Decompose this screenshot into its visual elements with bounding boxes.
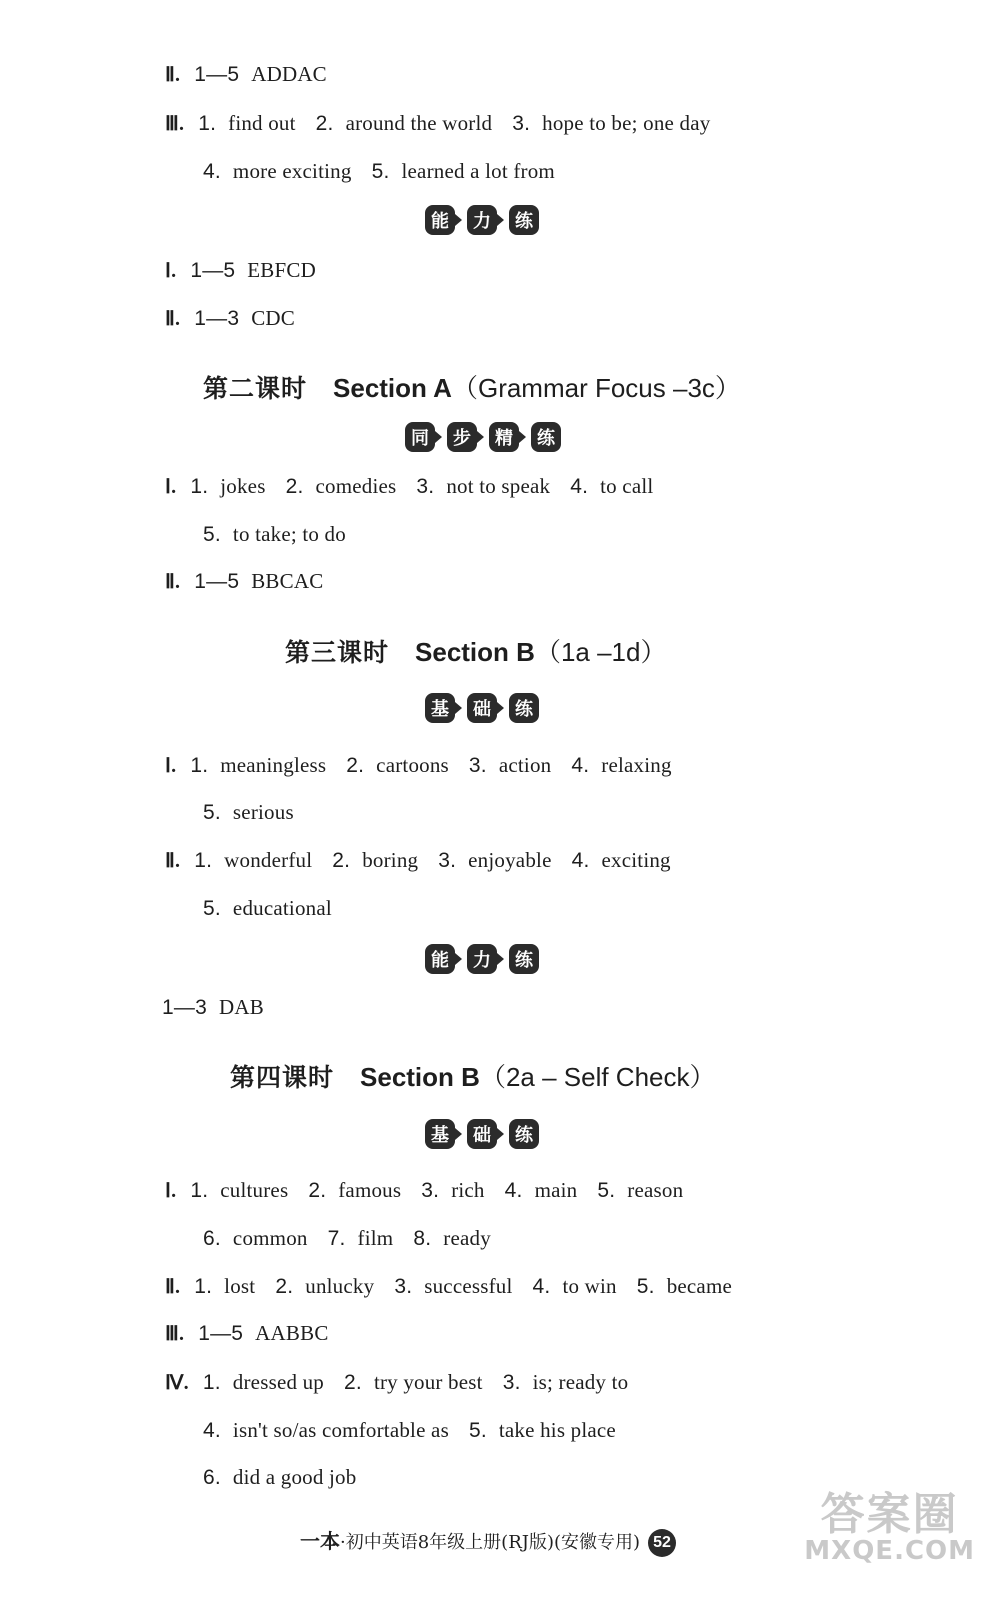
section-range: （2a – Self Check） xyxy=(479,1062,716,1092)
answer-line xyxy=(165,1321,349,1346)
answer-line xyxy=(203,800,314,825)
answer-line xyxy=(165,569,343,594)
answer-number: 4. xyxy=(571,849,590,872)
answer-text: is; ready to xyxy=(532,1370,629,1394)
badge-char: 练 xyxy=(509,1119,539,1149)
answer-item xyxy=(372,159,555,183)
answer-item xyxy=(344,1370,483,1394)
question-group-label: Ⅲ. xyxy=(165,1323,185,1345)
answer-line xyxy=(165,1178,703,1203)
answer-text: comedies xyxy=(315,474,397,498)
answer-item xyxy=(194,306,295,330)
answer-item xyxy=(505,1178,578,1202)
answer-number: 5. xyxy=(203,801,221,824)
answer-number: 3. xyxy=(468,754,487,777)
answer-number: 4. xyxy=(203,1419,221,1442)
answer-text: cultures xyxy=(220,1178,289,1202)
answer-number: 1—5 xyxy=(194,63,240,86)
answer-text: famous xyxy=(338,1178,402,1202)
answer-text: EBFCD xyxy=(247,258,316,282)
answer-number: 3. xyxy=(512,112,531,135)
answer-item xyxy=(571,753,671,777)
answer-text: action xyxy=(498,753,552,777)
answer-item xyxy=(203,159,352,183)
answer-text: became xyxy=(666,1274,733,1298)
answer-item xyxy=(637,1274,732,1298)
badge-char: 练 xyxy=(509,693,539,723)
answer-number: 1. xyxy=(202,1371,221,1394)
answer-text: reason xyxy=(627,1178,684,1202)
answer-number: 2. xyxy=(315,112,334,135)
answer-number: 8. xyxy=(413,1227,432,1250)
answer-item xyxy=(203,1226,308,1250)
answer-item xyxy=(512,111,710,135)
question-group-label: Ⅰ. xyxy=(165,476,177,498)
answer-item xyxy=(190,1178,288,1202)
answer-item xyxy=(275,1274,374,1298)
answer-number: 2. xyxy=(346,754,365,777)
answer-number: 4. xyxy=(504,1179,523,1202)
answer-text: unlucky xyxy=(305,1274,375,1298)
answer-text: did a good job xyxy=(232,1465,357,1489)
section-name: Section A xyxy=(333,373,452,403)
badge-char: 练 xyxy=(531,422,561,452)
answer-text: main xyxy=(534,1178,578,1202)
answer-item xyxy=(203,1370,324,1394)
question-group-label: Ⅱ. xyxy=(165,1276,181,1298)
exercise-type-badge xyxy=(425,693,539,723)
answer-line xyxy=(165,474,673,499)
answer-text: serious xyxy=(232,800,294,824)
answer-text: cartoons xyxy=(376,753,449,777)
answer-line xyxy=(203,159,575,184)
answer-text: find out xyxy=(228,111,296,135)
answer-line xyxy=(165,258,336,283)
answer-text: to take; to do xyxy=(232,522,346,546)
badge-char: 同 xyxy=(405,422,435,452)
answer-text: more exciting xyxy=(232,159,352,183)
answer-number: 3. xyxy=(394,1275,413,1298)
question-group-label: Ⅱ. xyxy=(165,850,181,872)
answer-item xyxy=(203,522,346,546)
answer-text: enjoyable xyxy=(468,848,552,872)
answer-line xyxy=(165,753,692,778)
answer-item xyxy=(533,1274,617,1298)
answer-item xyxy=(190,474,265,498)
answer-number: 2. xyxy=(308,1179,327,1202)
badge-char: 力 xyxy=(467,944,497,974)
lesson-heading xyxy=(285,632,666,669)
answer-line xyxy=(165,848,691,873)
badge-char: 能 xyxy=(425,205,455,235)
answer-number: 1. xyxy=(194,1275,213,1298)
watermark-logo xyxy=(804,1478,975,1566)
lesson-title-zh: 第三课时 xyxy=(285,638,390,667)
badge-char: 能 xyxy=(425,944,455,974)
answer-text: lost xyxy=(224,1274,256,1298)
answer-line xyxy=(165,111,730,136)
badge-char: 础 xyxy=(467,1119,497,1149)
answer-text: DAB xyxy=(218,995,264,1019)
answer-text: try your best xyxy=(373,1370,483,1394)
section-name: Section B xyxy=(415,637,535,667)
answer-number: 4. xyxy=(532,1275,551,1298)
answer-text: not to speak xyxy=(446,474,551,498)
answer-text: learned a lot from xyxy=(401,159,555,183)
answer-text: dressed up xyxy=(232,1370,325,1394)
answer-line xyxy=(203,1465,376,1490)
answer-line xyxy=(203,1226,511,1251)
question-group-label: Ⅲ. xyxy=(165,113,185,135)
badge-char: 练 xyxy=(509,944,539,974)
answer-number: 1. xyxy=(198,112,217,135)
answer-item xyxy=(194,1274,255,1298)
answer-text: relaxing xyxy=(601,753,672,777)
question-group-label: Ⅱ. xyxy=(165,308,181,330)
badge-char: 步 xyxy=(447,422,477,452)
answer-line xyxy=(203,522,366,547)
badge-char: 础 xyxy=(467,693,497,723)
answer-text: educational xyxy=(232,896,332,920)
answer-number: 5. xyxy=(203,897,221,920)
answer-number: 3. xyxy=(416,475,435,498)
section-range: （1a –1d） xyxy=(534,637,667,667)
answer-text: jokes xyxy=(220,474,266,498)
answer-number: 6. xyxy=(203,1227,221,1250)
answer-item xyxy=(203,896,332,920)
answer-item xyxy=(394,1274,512,1298)
answer-text: around the world xyxy=(345,111,493,135)
lesson-title-zh: 第二课时 xyxy=(203,374,308,403)
question-group-label: Ⅱ. xyxy=(165,571,181,593)
answer-text: to call xyxy=(600,474,654,498)
answer-number: 3. xyxy=(438,849,457,872)
answer-number: 6. xyxy=(203,1466,221,1489)
answer-number: 4. xyxy=(203,160,221,183)
answer-text: AABBC xyxy=(255,1321,329,1345)
answer-text: to win xyxy=(562,1274,617,1298)
section-range: （Grammar Focus –3c） xyxy=(451,373,741,403)
badge-char: 基 xyxy=(425,693,455,723)
question-group-label: Ⅳ. xyxy=(165,1372,189,1394)
answer-number: 5. xyxy=(371,160,390,183)
answer-item xyxy=(316,111,493,135)
answer-line xyxy=(165,306,315,331)
answer-text: ready xyxy=(443,1226,491,1250)
answer-number: 5. xyxy=(203,523,221,546)
badge-char: 力 xyxy=(467,205,497,235)
lesson-heading xyxy=(203,368,741,405)
answer-item xyxy=(469,1418,616,1442)
answer-number: 2. xyxy=(275,1275,294,1298)
answer-number: 4. xyxy=(570,475,589,498)
answer-number: 2. xyxy=(344,1371,362,1394)
answer-line xyxy=(165,1370,648,1395)
lesson-heading xyxy=(230,1057,716,1094)
badge-char: 练 xyxy=(509,205,539,235)
answer-item xyxy=(203,800,294,824)
answer-item xyxy=(198,1321,328,1345)
answer-text: meaningless xyxy=(220,753,327,777)
page-number: 52 xyxy=(648,1529,676,1557)
page-footer xyxy=(300,1525,676,1557)
answer-item xyxy=(332,848,418,872)
answer-item xyxy=(203,1465,356,1489)
answer-item xyxy=(438,848,551,872)
answer-text: take his place xyxy=(498,1418,616,1442)
answer-number: 1. xyxy=(190,1179,209,1202)
answer-item xyxy=(469,753,551,777)
answer-item xyxy=(286,474,397,498)
answer-line xyxy=(162,995,284,1020)
answer-item xyxy=(198,111,295,135)
answer-text: BBCAC xyxy=(251,569,324,593)
answer-item xyxy=(413,1226,491,1250)
answer-item xyxy=(570,474,653,498)
answer-item xyxy=(203,1418,449,1442)
answer-number: 2. xyxy=(285,475,304,498)
answer-line xyxy=(203,896,352,921)
answer-item xyxy=(421,1178,484,1202)
answer-item xyxy=(162,995,264,1019)
question-group-label: Ⅱ. xyxy=(165,64,181,86)
answer-number: 5. xyxy=(636,1275,655,1298)
answer-text: boring xyxy=(362,848,419,872)
answer-text: isn't so/as comfortable as xyxy=(232,1418,449,1442)
answer-line xyxy=(165,1274,752,1299)
answer-line xyxy=(203,1418,636,1443)
lesson-title-zh: 第四课时 xyxy=(230,1063,335,1092)
answer-text: exciting xyxy=(601,848,671,872)
section-name: Section B xyxy=(360,1062,480,1092)
exercise-type-badge xyxy=(425,944,539,974)
watermark-top: 答案圈 xyxy=(820,1489,959,1540)
watermark-bottom: MXQE.COM xyxy=(804,1536,975,1566)
answer-number: 1. xyxy=(190,754,209,777)
answer-number: 4. xyxy=(571,754,590,777)
answer-number: 1—5 xyxy=(190,259,236,282)
answer-number: 3. xyxy=(502,1371,521,1394)
answer-number: 5. xyxy=(468,1419,487,1442)
answer-item xyxy=(194,848,312,872)
answer-item xyxy=(190,753,326,777)
exercise-type-badge xyxy=(425,1119,539,1149)
answer-text: film xyxy=(357,1226,394,1250)
answer-text: wonderful xyxy=(224,848,313,872)
answer-item xyxy=(194,569,323,593)
question-group-label: Ⅰ. xyxy=(165,1180,177,1202)
answer-number: 2. xyxy=(332,849,351,872)
answer-text: successful xyxy=(424,1274,513,1298)
answer-number: 1—3 xyxy=(162,996,207,1019)
badge-char: 精 xyxy=(489,422,519,452)
exercise-type-badge xyxy=(425,205,539,235)
answer-item xyxy=(328,1226,394,1250)
question-group-label: Ⅰ. xyxy=(165,260,177,282)
footer-brand: 一本 xyxy=(300,1529,340,1553)
answer-item xyxy=(597,1178,683,1202)
answer-number: 1—5 xyxy=(198,1322,244,1345)
badge-char: 基 xyxy=(425,1119,455,1149)
question-group-label: Ⅰ. xyxy=(165,755,177,777)
answer-item xyxy=(194,62,327,86)
answer-item xyxy=(308,1178,401,1202)
answer-number: 5. xyxy=(597,1179,616,1202)
footer-book-title: ·初中英语8年级上册(RJ版)(安徽专用) xyxy=(340,1532,641,1553)
answer-number: 1—5 xyxy=(194,570,240,593)
answer-item xyxy=(503,1370,629,1394)
answer-number: 3. xyxy=(421,1179,440,1202)
answer-text: CDC xyxy=(251,306,295,330)
answer-number: 7. xyxy=(327,1227,346,1250)
answer-text: rich xyxy=(451,1178,485,1202)
answer-text: ADDAC xyxy=(251,62,327,86)
answer-item xyxy=(346,753,449,777)
answer-text: common xyxy=(232,1226,308,1250)
answer-line xyxy=(165,62,347,87)
answer-text: hope to be; one day xyxy=(542,111,711,135)
answer-item xyxy=(190,258,316,282)
exercise-type-badge xyxy=(405,422,561,452)
answer-number: 1—3 xyxy=(194,307,240,330)
answer-item xyxy=(416,474,550,498)
answer-number: 1. xyxy=(190,475,209,498)
answer-number: 1. xyxy=(194,849,213,872)
answer-item xyxy=(572,848,671,872)
